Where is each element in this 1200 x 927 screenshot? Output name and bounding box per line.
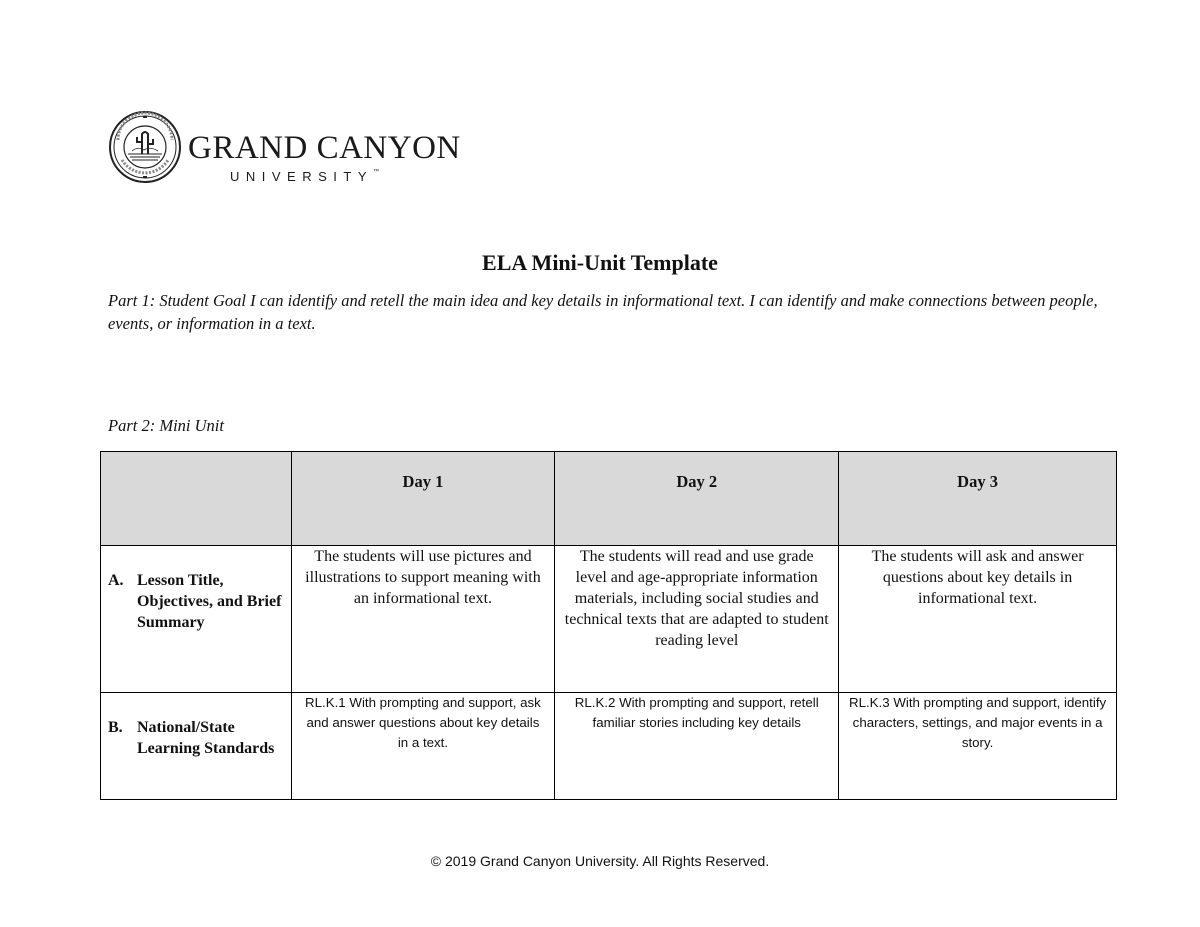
logo-name: GRAND CANYON <box>188 130 461 166</box>
table-row <box>101 692 1117 799</box>
header-cell-empty <box>101 452 292 546</box>
table-cell: RL.K.3 With prompting and support, identify characters, settings, and major events in a story. <box>839 692 1117 799</box>
table-row <box>101 546 1117 692</box>
gcu-logo <box>108 110 461 188</box>
row-letter: A. <box>108 572 124 590</box>
row-letter: B. <box>108 718 123 736</box>
header-day-3: Day 3 <box>839 452 1117 546</box>
table-cell: RL.K.1 With prompting and support, ask and answer questions about key details in a text. <box>291 692 555 799</box>
part1-student-goal: Part 1: Student Goal I can identify and retell the main idea and key details in informational text. I can identify and make connections between people, events, or information in a text. <box>108 291 1098 333</box>
row-label-cell <box>101 546 292 692</box>
header-day-1: Day 1 <box>291 452 555 546</box>
university-seal-icon <box>108 110 182 184</box>
row-label-cell <box>101 692 292 799</box>
copyright-footer: © 2019 Grand Canyon University. All Rights Reserved. <box>430 853 770 869</box>
part2-heading: Part 2: Mini Unit <box>108 416 224 435</box>
logo-sub: UNIVERSITY™ <box>230 169 380 184</box>
row-label: National/State Learning Standards <box>137 718 275 757</box>
mini-unit-table <box>100 451 1117 800</box>
header-day-2: Day 2 <box>555 452 839 546</box>
table-cell: The students will use pictures and illustrations to support meaning with an informational text. <box>291 546 555 692</box>
table-cell: The students will read and use grade level and age-appropriate information materials, including social studies and technical texts that are adapted to student reading level <box>555 546 839 692</box>
page-title: ELA Mini-Unit Template <box>482 250 718 275</box>
table-cell: The students will ask and answer questions about key details in informational text. <box>839 546 1117 692</box>
row-label: Lesson Title, Objectives, and Brief Summary <box>137 572 282 632</box>
table-header-row <box>101 452 1117 546</box>
table-cell: RL.K.2 With prompting and support, retell familiar stories including key details <box>555 692 839 799</box>
